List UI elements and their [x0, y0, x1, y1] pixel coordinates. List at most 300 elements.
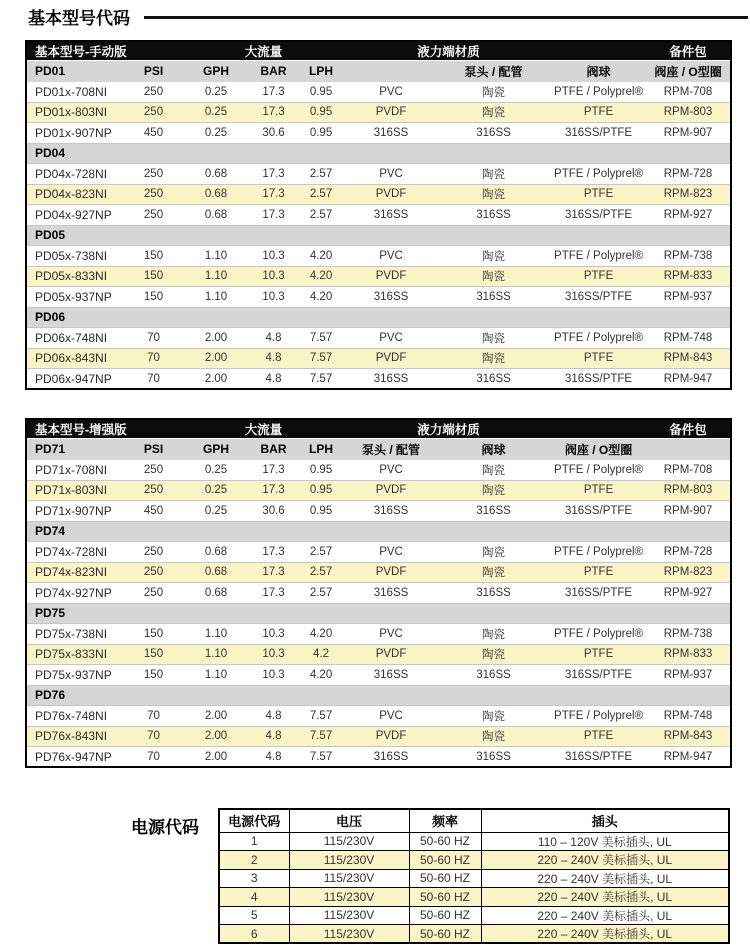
spec-cell: 7.57: [309, 372, 333, 385]
section-row: [26, 521, 731, 542]
table-row: [219, 869, 729, 888]
group-kit: 备件包: [646, 41, 731, 61]
group-header-row: [26, 419, 731, 439]
table-row: [26, 624, 731, 645]
table-row: [219, 925, 729, 944]
power-cell: 115/230V: [289, 925, 409, 944]
spec-cell: 2.00: [204, 352, 228, 365]
spec-cell: 150: [143, 648, 164, 661]
spec-cell: 陶瓷: [482, 353, 506, 366]
spec-cell: PVDF: [375, 730, 407, 743]
power-cell: 50-60 HZ: [409, 832, 481, 851]
spec-cell: 0.25: [204, 85, 228, 98]
spec-cell: 0.95: [309, 463, 333, 476]
table-row: [26, 726, 731, 747]
power-cell: 4: [219, 888, 289, 907]
section-label: PD05: [35, 228, 66, 243]
spec-cell: 陶瓷: [482, 86, 506, 99]
spec-cell: 陶瓷: [482, 271, 506, 284]
spec-cell: 7.57: [309, 352, 333, 365]
spec-cell: PTFE: [583, 106, 614, 119]
power-cell: 220 – 240V 美标插头, UL: [481, 888, 729, 907]
spec-cell: PTFE / Polyprel®: [554, 249, 644, 262]
spec-cell: RPM-937: [663, 668, 713, 681]
spec-cell: 1.10: [204, 290, 228, 303]
power-cell: 220 – 240V 美标插头, UL: [481, 906, 729, 925]
col-valve-seat: 阀座 / O型圈: [654, 64, 722, 79]
spec-cell: 7.57: [309, 331, 333, 344]
spec-cell: 10.3: [262, 648, 285, 661]
table-row: [26, 266, 731, 287]
spec-cell: 316SS: [373, 750, 409, 763]
model-cell: PD75x-937NP: [35, 667, 112, 682]
spec-cell: 70: [147, 750, 160, 763]
spec-cell: 陶瓷: [482, 332, 506, 345]
spec-cell: 250: [143, 484, 164, 497]
table-row: [26, 102, 731, 123]
spec-cell: RPM-748: [663, 331, 713, 344]
spec-cell: 2.57: [309, 188, 333, 201]
spec-cell: 陶瓷: [482, 649, 506, 662]
col-pump-head: 泵头 / 配管: [362, 442, 421, 457]
power-cell: 50-60 HZ: [409, 925, 481, 944]
spec-cell: PVC: [379, 627, 403, 640]
spec-cell: PVDF: [375, 648, 407, 661]
spec-cell: 316SS: [476, 372, 511, 385]
spec-cell: 17.3: [262, 463, 285, 476]
spec-cell: 316SS: [476, 504, 511, 517]
col-psi: PSI: [143, 64, 164, 79]
spec-cell: 2.57: [309, 167, 333, 180]
model-cell: PD04x-927NP: [35, 207, 112, 222]
spec-cell: 450: [143, 504, 164, 517]
table-row: [26, 246, 731, 267]
spec-cell: RPM-947: [663, 750, 713, 763]
model-cell: PD75x-833NI: [35, 647, 108, 662]
spec-cell: PTFE / Polyprel®: [554, 545, 644, 558]
spec-cell: 0.68: [204, 208, 228, 221]
spec-cell: 4.8: [265, 331, 282, 344]
spec-cell: 7.57: [309, 750, 333, 763]
spec-cell: 2.00: [204, 331, 228, 344]
spec-cell: 4.20: [309, 249, 333, 262]
sub-header-row: [26, 61, 731, 82]
table-row: [26, 184, 731, 205]
spec-cell: RPM-803: [663, 484, 713, 497]
model-cell: PD06x-748NI: [35, 330, 108, 345]
spec-cell: PVC: [379, 249, 403, 262]
col-frequency: 频率: [409, 809, 481, 832]
spec-cell: 17.3: [262, 167, 285, 180]
power-cell: 115/230V: [289, 832, 409, 851]
spec-cell: 陶瓷: [482, 485, 506, 498]
spec-cell: PTFE / Polyprel®: [554, 627, 644, 640]
col-valve-ball: 阀球: [481, 442, 506, 457]
spec-cell: 2.00: [204, 730, 228, 743]
power-cell: 6: [219, 925, 289, 944]
spec-cell: 150: [143, 270, 164, 283]
spec-cell: 150: [143, 627, 164, 640]
spec-cell: RPM-748: [663, 709, 713, 722]
group-name: 基本型号-增强版: [26, 419, 181, 439]
model-cell: PD06x-947NP: [35, 371, 112, 386]
section-row: [26, 225, 731, 246]
spec-cell: 70: [147, 709, 160, 722]
model-cell: PD05x-738NI: [35, 248, 108, 263]
spec-cell: 4.20: [309, 668, 333, 681]
spec-table-manual: [25, 40, 730, 390]
model-cell: PD71x-907NP: [35, 503, 112, 518]
group-spacer: [551, 419, 646, 439]
spec-cell: 316SS/PTFE: [564, 750, 633, 763]
spec-cell: PTFE / Polyprel®: [554, 463, 644, 476]
spec-cell: RPM-803: [663, 106, 713, 119]
spec-cell: RPM-833: [663, 270, 713, 283]
spec-cell: 17.3: [262, 566, 285, 579]
spec-cell: 7.57: [309, 730, 333, 743]
spec-cell: 17.3: [262, 85, 285, 98]
spec-cell: PVC: [379, 545, 403, 558]
table-row: [26, 747, 731, 768]
table-row: [26, 562, 731, 583]
spec-cell: PVDF: [375, 188, 407, 201]
spec-cell: PVDF: [375, 352, 407, 365]
spec-cell: 4.20: [309, 270, 333, 283]
group-material: 液力端材质: [346, 419, 551, 439]
spec-cell: 0.25: [204, 106, 228, 119]
spec-cell: 陶瓷: [482, 710, 506, 723]
spec-cell: 70: [147, 372, 160, 385]
spec-cell: 250: [143, 463, 164, 476]
spec-cell: 316SS: [373, 586, 409, 599]
sub-header-row: [26, 439, 731, 460]
spec-cell: 250: [143, 208, 164, 221]
table-row: [26, 82, 731, 103]
spec-cell: 10.3: [262, 668, 285, 681]
power-cell: 115/230V: [289, 869, 409, 888]
model-cell: PD04x-728NI: [35, 166, 108, 181]
spec-cell: PTFE: [583, 352, 614, 365]
spec-cell: 316SS: [373, 668, 409, 681]
spec-cell: 10.3: [262, 627, 285, 640]
model-cell: PD01x-803NI: [35, 105, 108, 120]
model-cell: PD05x-937NP: [35, 289, 112, 304]
model-cell: PD71x-708NI: [35, 462, 108, 477]
table-row: [26, 328, 731, 349]
spec-cell: 316SS: [476, 126, 511, 139]
spec-table-enhanced: [25, 418, 730, 768]
power-header-row: [219, 809, 729, 832]
spec-cell: 0.95: [309, 484, 333, 497]
spec-cell: 2.57: [309, 586, 333, 599]
model-cell: PD06x-843NI: [35, 351, 108, 366]
col-psi: PSI: [143, 442, 164, 457]
table-row: [219, 851, 729, 870]
col-lph: LPH: [309, 442, 334, 457]
spec-cell: 316SS/PTFE: [564, 504, 633, 517]
power-cell: 50-60 HZ: [409, 888, 481, 907]
group-name: 基本型号-手动版: [26, 41, 181, 61]
spec-cell: 陶瓷: [482, 189, 506, 202]
spec-cell: 316SS/PTFE: [564, 126, 633, 139]
model-cell: PD01x-907NP: [35, 125, 112, 140]
spec-cell: PVC: [379, 167, 403, 180]
power-code-table: [218, 808, 730, 944]
spec-cell: 316SS: [476, 668, 511, 681]
table-row: [26, 123, 731, 144]
spec-cell: PVC: [379, 331, 403, 344]
spec-cell: 316SS: [476, 208, 511, 221]
model-cell: PD05x-833NI: [35, 269, 108, 284]
table-row: [26, 164, 731, 185]
spec-cell: PTFE: [583, 188, 614, 201]
spec-cell: RPM-927: [663, 208, 713, 221]
spec-cell: 陶瓷: [482, 250, 506, 263]
model-cell: PD74x-728NI: [35, 544, 108, 559]
col-voltage: 电压: [289, 809, 409, 832]
spec-cell: 150: [143, 249, 164, 262]
power-cell: 220 – 240V 美标插头, UL: [481, 925, 729, 944]
spec-cell: 1.10: [204, 627, 228, 640]
spec-cell: 0.25: [204, 484, 228, 497]
table-row: [219, 888, 729, 907]
spec-cell: 4.20: [309, 290, 333, 303]
spec-cell: RPM-937: [663, 290, 713, 303]
group-kit: 备件包: [646, 419, 731, 439]
spec-cell: RPM-708: [663, 85, 713, 98]
spec-cell: 450: [143, 126, 164, 139]
power-cell: 115/230V: [289, 906, 409, 925]
section-label: PD06: [35, 310, 66, 325]
spec-cell: 1.10: [204, 249, 228, 262]
spec-cell: 30.6: [262, 126, 285, 139]
col-model: PD01: [35, 64, 66, 79]
spec-cell: 2.00: [204, 372, 228, 385]
spec-cell: 10.3: [262, 290, 285, 303]
spec-cell: 0.95: [309, 106, 333, 119]
col-lph: LPH: [309, 64, 334, 79]
model-cell: PD75x-738NI: [35, 626, 108, 641]
power-cell: 5: [219, 906, 289, 925]
spec-cell: 7.57: [309, 709, 333, 722]
spec-cell: RPM-833: [663, 648, 713, 661]
spec-cell: 316SS/PTFE: [564, 668, 633, 681]
spec-cell: 陶瓷: [482, 628, 506, 641]
spec-cell: PTFE: [583, 730, 614, 743]
spec-cell: 150: [143, 290, 164, 303]
spec-cell: 70: [147, 730, 160, 743]
col-blank: [346, 61, 436, 82]
spec-cell: RPM-843: [663, 352, 713, 365]
spec-cell: 316SS: [373, 504, 409, 517]
col-gph: GPH: [203, 442, 230, 457]
section-row: [26, 603, 731, 624]
spec-cell: 250: [143, 566, 164, 579]
table-row: [26, 706, 731, 727]
spec-cell: 250: [143, 586, 164, 599]
spec-cell: PTFE: [583, 270, 614, 283]
group-material: 液力端材质: [346, 41, 551, 61]
col-bar: BAR: [260, 64, 287, 79]
spec-cell: PVC: [379, 85, 403, 98]
col-blank: [646, 439, 731, 460]
spec-cell: RPM-738: [663, 627, 713, 640]
section-label: PD75: [35, 606, 66, 621]
spec-cell: 0.95: [309, 126, 333, 139]
section-row: [26, 685, 731, 706]
spec-cell: 4.8: [265, 372, 282, 385]
spec-cell: 250: [143, 167, 164, 180]
spec-cell: PTFE: [583, 648, 614, 661]
spec-cell: 1.10: [204, 270, 228, 283]
col-gph: GPH: [203, 64, 230, 79]
spec-cell: 17.3: [262, 545, 285, 558]
spec-cell: 316SS: [476, 290, 511, 303]
section-label: PD74: [35, 524, 66, 539]
spec-cell: RPM-907: [663, 504, 713, 517]
spec-cell: 250: [143, 545, 164, 558]
model-cell: PD74x-823NI: [35, 565, 108, 580]
spec-cell: 0.68: [204, 566, 228, 579]
table-row: [26, 348, 731, 369]
power-cell: 115/230V: [289, 851, 409, 870]
table-row: [26, 501, 731, 522]
power-section-label: 电源代码: [131, 818, 199, 837]
spec-cell: 0.68: [204, 188, 228, 201]
col-valve-seat: 阀座 / O型圈: [564, 442, 633, 457]
table-row: [219, 832, 729, 851]
spec-cell: 0.68: [204, 586, 228, 599]
spec-cell: 0.68: [204, 167, 228, 180]
spec-cell: RPM-947: [663, 372, 713, 385]
group-spacer: [551, 41, 646, 61]
spec-cell: 150: [143, 668, 164, 681]
spec-cell: 17.3: [262, 586, 285, 599]
model-cell: PD76x-843NI: [35, 729, 108, 744]
group-flow: 大流量: [181, 41, 346, 61]
spec-cell: PVDF: [375, 270, 407, 283]
power-cell: 2: [219, 851, 289, 870]
section-row: [26, 143, 731, 164]
spec-cell: PTFE: [583, 484, 614, 497]
spec-cell: 316SS: [373, 126, 409, 139]
spec-cell: PTFE / Polyprel®: [554, 85, 644, 98]
model-cell: PD01x-708NI: [35, 84, 108, 99]
spec-cell: RPM-728: [663, 167, 713, 180]
spec-cell: 2.00: [204, 750, 228, 763]
col-plug: 插头: [481, 809, 729, 832]
model-cell: PD74x-927NP: [35, 585, 112, 600]
spec-cell: 17.3: [262, 188, 285, 201]
table-row: [26, 287, 731, 308]
power-cell: 50-60 HZ: [409, 906, 481, 925]
spec-cell: 250: [143, 188, 164, 201]
section-label: PD76: [35, 688, 66, 703]
spec-cell: PTFE / Polyprel®: [554, 167, 644, 180]
spec-cell: 316SS: [373, 372, 409, 385]
spec-cell: 17.3: [262, 484, 285, 497]
spec-cell: PTFE: [583, 566, 614, 579]
spec-cell: 250: [143, 106, 164, 119]
model-cell: PD71x-803NI: [35, 483, 108, 498]
model-cell: PD76x-748NI: [35, 708, 108, 723]
spec-cell: PVC: [379, 709, 403, 722]
spec-cell: 17.3: [262, 208, 285, 221]
col-bar: BAR: [260, 442, 287, 457]
spec-cell: RPM-708: [663, 463, 713, 476]
spec-cell: PVDF: [375, 484, 407, 497]
page-title-row: [28, 4, 748, 29]
spec-cell: 250: [143, 85, 164, 98]
spec-cell: 0.25: [204, 463, 228, 476]
spec-cell: 4.20: [309, 627, 333, 640]
spec-cell: PVDF: [375, 566, 407, 579]
power-cell: 220 – 240V 美标插头, UL: [481, 869, 729, 888]
table-row: [219, 906, 729, 925]
power-cell: 50-60 HZ: [409, 851, 481, 870]
table-row: [26, 583, 731, 604]
spec-cell: 316SS/PTFE: [564, 586, 633, 599]
table-row: [26, 480, 731, 501]
spec-cell: PTFE / Polyprel®: [554, 709, 644, 722]
power-cell: 110 – 120V 美标插头, UL: [481, 832, 729, 851]
spec-cell: 陶瓷: [482, 546, 506, 559]
power-cell: 220 – 240V 美标插头, UL: [481, 851, 729, 870]
col-pump-head: 泵头 / 配管: [464, 64, 523, 79]
spec-cell: 4.8: [265, 352, 282, 365]
table-row: [26, 205, 731, 226]
spec-cell: 陶瓷: [482, 464, 506, 477]
power-cell: 115/230V: [289, 888, 409, 907]
power-cell: 50-60 HZ: [409, 869, 481, 888]
spec-cell: 1.10: [204, 648, 228, 661]
spec-cell: RPM-843: [663, 730, 713, 743]
group-flow: 大流量: [181, 419, 346, 439]
spec-cell: 2.57: [309, 545, 333, 558]
spec-cell: PVDF: [375, 106, 407, 119]
spec-cell: 30.6: [262, 504, 285, 517]
page-title: 基本型号代码: [28, 9, 130, 28]
col-power-code: 电源代码: [219, 809, 289, 832]
spec-cell: 10.3: [262, 249, 285, 262]
section-row: [26, 307, 731, 328]
spec-cell: 陶瓷: [482, 168, 506, 181]
spec-cell: PVC: [379, 463, 403, 476]
spec-cell: 0.95: [309, 504, 333, 517]
model-cell: PD76x-947NP: [35, 749, 112, 764]
spec-cell: 陶瓷: [482, 731, 506, 744]
spec-cell: 316SS/PTFE: [564, 290, 633, 303]
spec-cell: 1.10: [204, 668, 228, 681]
spec-cell: 316SS: [476, 750, 511, 763]
spec-cell: 2.57: [309, 208, 333, 221]
model-cell: PD04x-823NI: [35, 187, 108, 202]
spec-cell: RPM-823: [663, 188, 713, 201]
table-row: [26, 460, 731, 481]
table-row: [26, 665, 731, 686]
section-label: PD04: [35, 146, 66, 161]
col-model: PD71: [35, 442, 66, 457]
spec-cell: 0.25: [204, 126, 228, 139]
spec-cell: 4.8: [265, 709, 282, 722]
power-cell: 1: [219, 832, 289, 851]
power-cell: 3: [219, 869, 289, 888]
spec-cell: 陶瓷: [482, 567, 506, 580]
spec-cell: PTFE / Polyprel®: [554, 331, 644, 344]
table-row: [26, 644, 731, 665]
spec-cell: 316SS/PTFE: [564, 208, 633, 221]
spec-cell: 316SS: [373, 290, 409, 303]
